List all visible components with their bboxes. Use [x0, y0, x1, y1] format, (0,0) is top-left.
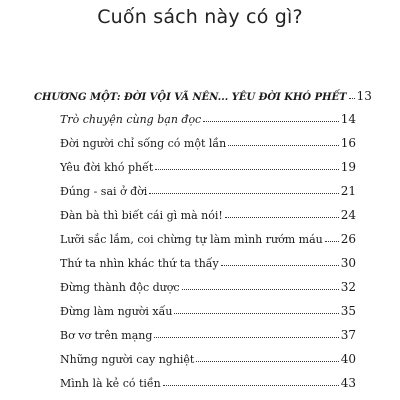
- toc-entry-page: 19: [340, 160, 356, 174]
- toc-entry: [60, 298, 356, 318]
- dot-leader: [174, 313, 338, 314]
- toc-entry-page: 24: [340, 208, 356, 222]
- toc-entry: [60, 178, 356, 198]
- chapter-title: CHƯƠNG MỘT: ĐỜI VỘI VÃ NÊN... YÊU ĐỜI KHÓ PHẾT: [34, 92, 347, 103]
- toc-entry-page: 21: [340, 184, 356, 198]
- dot-leader: [225, 217, 339, 218]
- toc-entry-title: Bơ vơ trên mạng: [60, 329, 153, 342]
- dot-leader: [163, 385, 339, 386]
- toc-entry-page: 37: [340, 328, 356, 342]
- toc-entry-title: Lưỡi sắc lắm, coi chừng tự làm mình rướm máu: [60, 233, 323, 246]
- toc-entry: [60, 106, 356, 126]
- toc-entry-page: 32: [340, 280, 356, 294]
- toc-entry-title: Trò chuyện cùng bạn đọc: [60, 113, 202, 126]
- toc-entry-page: 35: [340, 304, 356, 318]
- chapter-heading: [34, 83, 372, 103]
- toc-entry-title: Đừng làm người xấu: [60, 305, 173, 318]
- toc-entry-page: 30: [340, 256, 356, 270]
- toc-entry-title: Đời người chỉ sống có một lần: [60, 137, 227, 150]
- dot-leader: [182, 289, 339, 290]
- toc-entry-title: Những người cay nghiệt: [60, 353, 195, 366]
- toc-entry-title: Mình là kẻ có tiền: [60, 377, 161, 390]
- toc-entry-title: Yêu đời khó phết: [60, 161, 154, 174]
- toc-entry-title: Đàn bà thì biết cái gì mà nói!: [60, 209, 223, 222]
- toc-entry: [60, 274, 356, 294]
- toc-entry: [60, 250, 356, 270]
- toc-entry-page: 40: [340, 352, 356, 366]
- toc-entry: [60, 202, 356, 222]
- toc-entry: [60, 322, 356, 342]
- toc-entry-page: 14: [340, 112, 356, 126]
- toc-entry-title: Đừng thành độc dược: [60, 281, 180, 294]
- dot-leader: [155, 169, 338, 170]
- dot-leader: [228, 145, 339, 146]
- chapter-page-number: 13: [356, 89, 372, 103]
- dot-leader: [325, 241, 339, 242]
- toc-entry: [60, 370, 356, 390]
- toc-entry: [60, 130, 356, 150]
- toc-entry: [60, 154, 356, 174]
- page-title: Cuốn sách này có gì?: [97, 6, 303, 28]
- dot-leader: [196, 361, 338, 362]
- dot-leader: [203, 121, 338, 122]
- dot-leader: [221, 265, 339, 266]
- toc-entry: [60, 226, 356, 246]
- dot-leader: [349, 98, 355, 99]
- toc-entry-page: 43: [340, 376, 356, 390]
- toc-entry-title: Thứ ta nhìn khác thứ ta thấy: [60, 257, 219, 270]
- toc-entry: [60, 346, 356, 366]
- toc-entry-page: 26: [340, 232, 356, 246]
- dot-leader: [149, 193, 338, 194]
- dot-leader: [154, 337, 338, 338]
- toc-entry-title: Đúng - sai ở đời: [60, 185, 148, 198]
- toc-entry-page: 16: [340, 136, 356, 150]
